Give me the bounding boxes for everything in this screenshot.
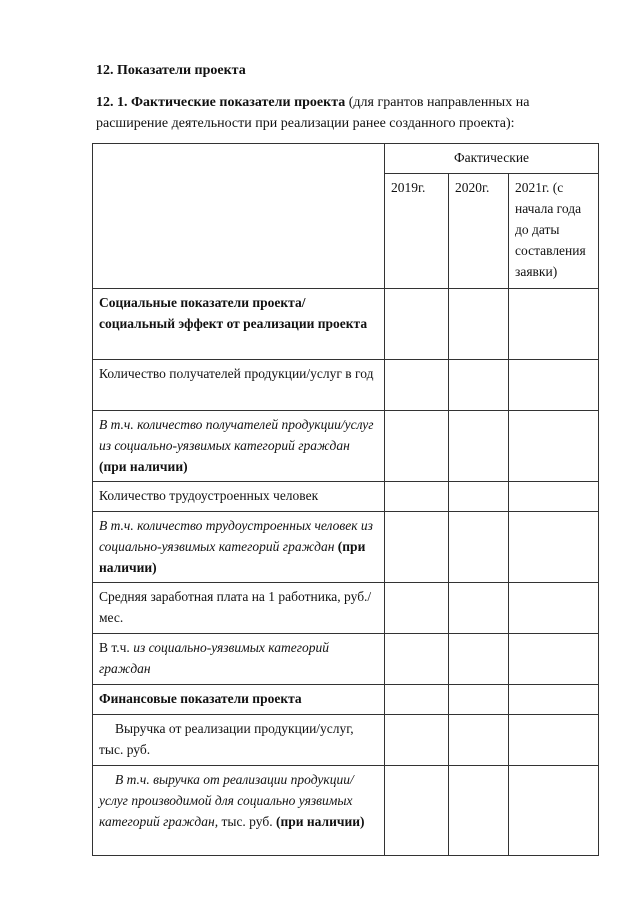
value-cell-2019 [385,411,449,482]
subsection-note: (для грантов направленных на расширение деятельности при реализации ранее созданного проекта): [96,95,530,131]
value-cell-2019 [385,482,449,512]
value-cell-2021 [509,411,599,482]
salary-vulnerable-text: из социально-уязвимых категорий граждан [99,640,330,676]
revenue-label: Выручка от реализации продукции/услуг, тыс. руб. [93,715,385,766]
recipients-vulnerable-label [93,411,385,482]
revenue-vulnerable-text: В т.ч. выручка от реализации продукции/услуг производимой для социально уязвимых категорий граждан, [99,772,354,829]
table-row [93,634,599,685]
year-2021-cell: 2021г. (с начала года до даты составления заявки) [509,174,599,289]
value-cell-2021 [509,685,599,715]
value-cell-2021 [509,289,599,360]
table-row [93,583,599,634]
revenue-unit: тыс. руб. [218,814,276,829]
salary-vulnerable-prefix: В т.ч. [99,640,134,655]
value-cell-2019 [385,512,449,583]
table-row [93,482,599,512]
value-cell-2019 [385,289,449,360]
value-cell-2020 [449,715,509,766]
value-cell-2019 [385,715,449,766]
revenue-vulnerable-label [93,766,385,856]
value-cell-2020 [449,583,509,634]
value-cell-2020 [449,482,509,512]
value-cell-2020 [449,512,509,583]
value-cell-2021 [509,583,599,634]
year-2020-cell: 2020г. [449,174,509,289]
if-available-note: (при наличии) [275,814,365,829]
recipients-vulnerable-text: В т.ч. количество получателей продукции/услуг из социально-уязвимых категорий граждан [99,417,374,453]
value-cell-2019 [385,766,449,856]
value-cell-2020 [449,685,509,715]
table-header-row [93,144,599,174]
value-cell-2019 [385,583,449,634]
employed-label: Количество трудоустроенных человек [93,482,385,512]
social-indicators-header: Социальные показатели проекта/социальный эффект от реализации проекта [93,289,385,360]
salary-label: Средняя заработная плата на 1 работника, руб./мес. [93,583,385,634]
value-cell-2021 [509,482,599,512]
table-row [93,411,599,482]
indicators-table [92,143,599,856]
employed-vulnerable-label [93,512,385,583]
value-cell-2021 [509,715,599,766]
value-cell-2019 [385,360,449,411]
table-row [93,289,599,360]
value-cell-2021 [509,766,599,856]
table-row [93,512,599,583]
employed-vulnerable-text: В т.ч. количество трудоустроенных человек из социально-уязвимых категорий граждан [99,518,373,554]
value-cell-2020 [449,766,509,856]
year-2019-cell: 2019г. [385,174,449,289]
header-blank-cell [93,144,385,289]
table-row [93,715,599,766]
if-available-note: (при наличии) [99,459,188,474]
period-header-cell: Фактические [385,144,599,174]
table-row [93,685,599,715]
if-available-note: (при наличии) [99,539,366,575]
value-cell-2021 [509,634,599,685]
subsection-title: 12. 1. Фактические показатели проекта [96,95,346,110]
value-cell-2021 [509,512,599,583]
value-cell-2020 [449,411,509,482]
salary-vulnerable-label [93,634,385,685]
recipients-label: Количество получателей продукции/услуг в год [93,360,385,411]
value-cell-2020 [449,289,509,360]
financial-indicators-header: Финансовые показатели проекта [93,685,385,715]
value-cell-2019 [385,685,449,715]
value-cell-2019 [385,634,449,685]
subsection-heading [96,92,596,134]
table-row [93,766,599,856]
value-cell-2020 [449,634,509,685]
section-heading: 12. Показатели проекта [96,63,246,78]
value-cell-2020 [449,360,509,411]
table-row [93,360,599,411]
value-cell-2021 [509,360,599,411]
